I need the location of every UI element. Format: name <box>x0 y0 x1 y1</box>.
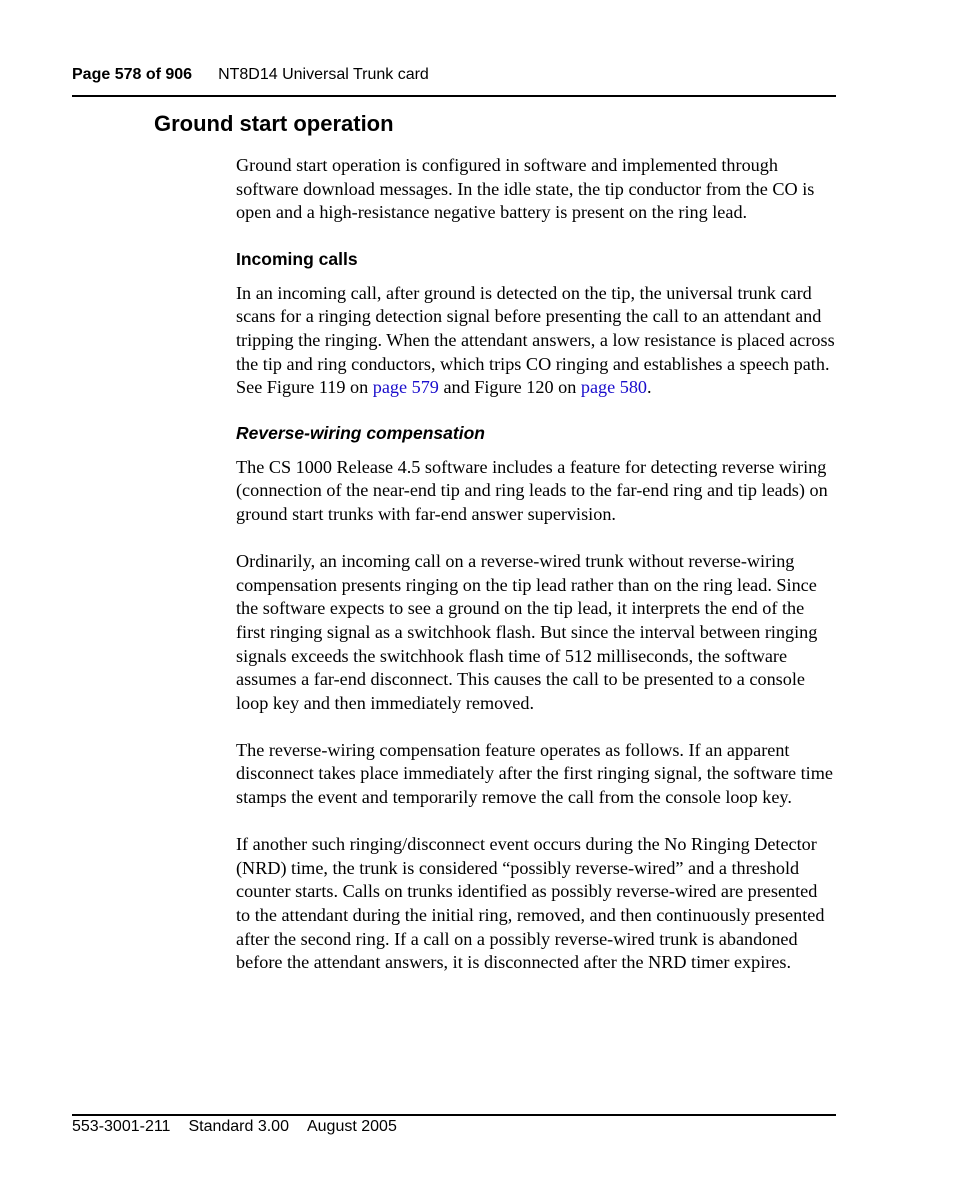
publication-date: August 2005 <box>306 1118 397 1135</box>
page-body <box>236 154 836 975</box>
page-number: Page 578 of 906 <box>72 66 193 83</box>
footer-rule <box>72 1114 836 1116</box>
page-footer <box>72 1118 397 1136</box>
reverse-wiring-paragraph-3: The reverse-wiring compensation feature operates as follows. If an apparent disconnect takes place immediately after the first ringing signal, the software time stamps the event and temporarily remove the call from the console loop key. <box>236 739 833 808</box>
reverse-wiring-section <box>236 456 836 975</box>
document-title: NT8D14 Universal Trunk card <box>218 66 429 83</box>
reverse-wiring-paragraph-4: If another such ringing/disconnect event occurs during the No Ringing Detector (NRD) time, the trunk is considered “possibly reverse-wired” and a threshold counter starts. Calls on trunks identified as possibly reverse-wired are presented to the attendant during the initial ring, removed, and then continuously presented after the second ring. If a call on a possibly reverse-wired trunk is abandoned before the attendant answers, it is disconnected after the NRD timer expires. <box>236 834 825 973</box>
intro-paragraph: Ground start operation is configured in software and implemented through software download messages. In the idle state, the tip conductor from the CO is open and a high-resistance negative battery is present on the ring lead. <box>236 155 815 223</box>
reverse-wiring-paragraph-1: The CS 1000 Release 4.5 software includes a feature for detecting reverse wiring (connection of the near-end tip and ring leads to the far-end ring and tip leads) on ground start trunks with far-end answer supervision. <box>236 456 828 524</box>
reverse-wiring-heading: Reverse-wiring compensation <box>236 422 485 443</box>
incoming-text-end: . <box>647 377 652 398</box>
reverse-wiring-paragraph-2: Ordinarily, an incoming call on a reverse-wired trunk without reverse-wiring compensation presents ringing on the tip lead rather than on the ring lead. Since the software expects to see a ground on the tip lead, it interprets the end of the first ringing signal as a switchhook flash. But since the interval between ringing signals exceeds the switchhook flash time of 512 milliseconds, the software assumes a far-end disconnect. This causes the call to be presented to a console loop key and then immediately removed. <box>236 551 818 713</box>
standard-label: Standard 3.00 <box>188 1118 289 1135</box>
page-header <box>72 66 429 84</box>
header-rule <box>72 95 836 97</box>
incoming-text-middle: and Figure 120 on <box>438 377 581 398</box>
incoming-calls-paragraph <box>236 282 836 400</box>
section-title: Ground start operation <box>154 111 394 136</box>
page-580-link[interactable]: page 580 <box>580 377 648 398</box>
incoming-text-start: In an incoming call, after ground is detected on the tip, the universal trunk card scans for a ringing detection signal before presenting the call to an attendant and tripping the ringing. When the attendant answers, a low resistance is placed across the tip and ring conductors, which trips CO ringing and establishes a speech path. See Figure 119 on <box>236 282 835 398</box>
document-number: 553-3001-211 <box>72 1118 171 1135</box>
incoming-calls-heading: Incoming calls <box>236 248 358 269</box>
page-579-link[interactable]: page 579 <box>372 377 439 398</box>
